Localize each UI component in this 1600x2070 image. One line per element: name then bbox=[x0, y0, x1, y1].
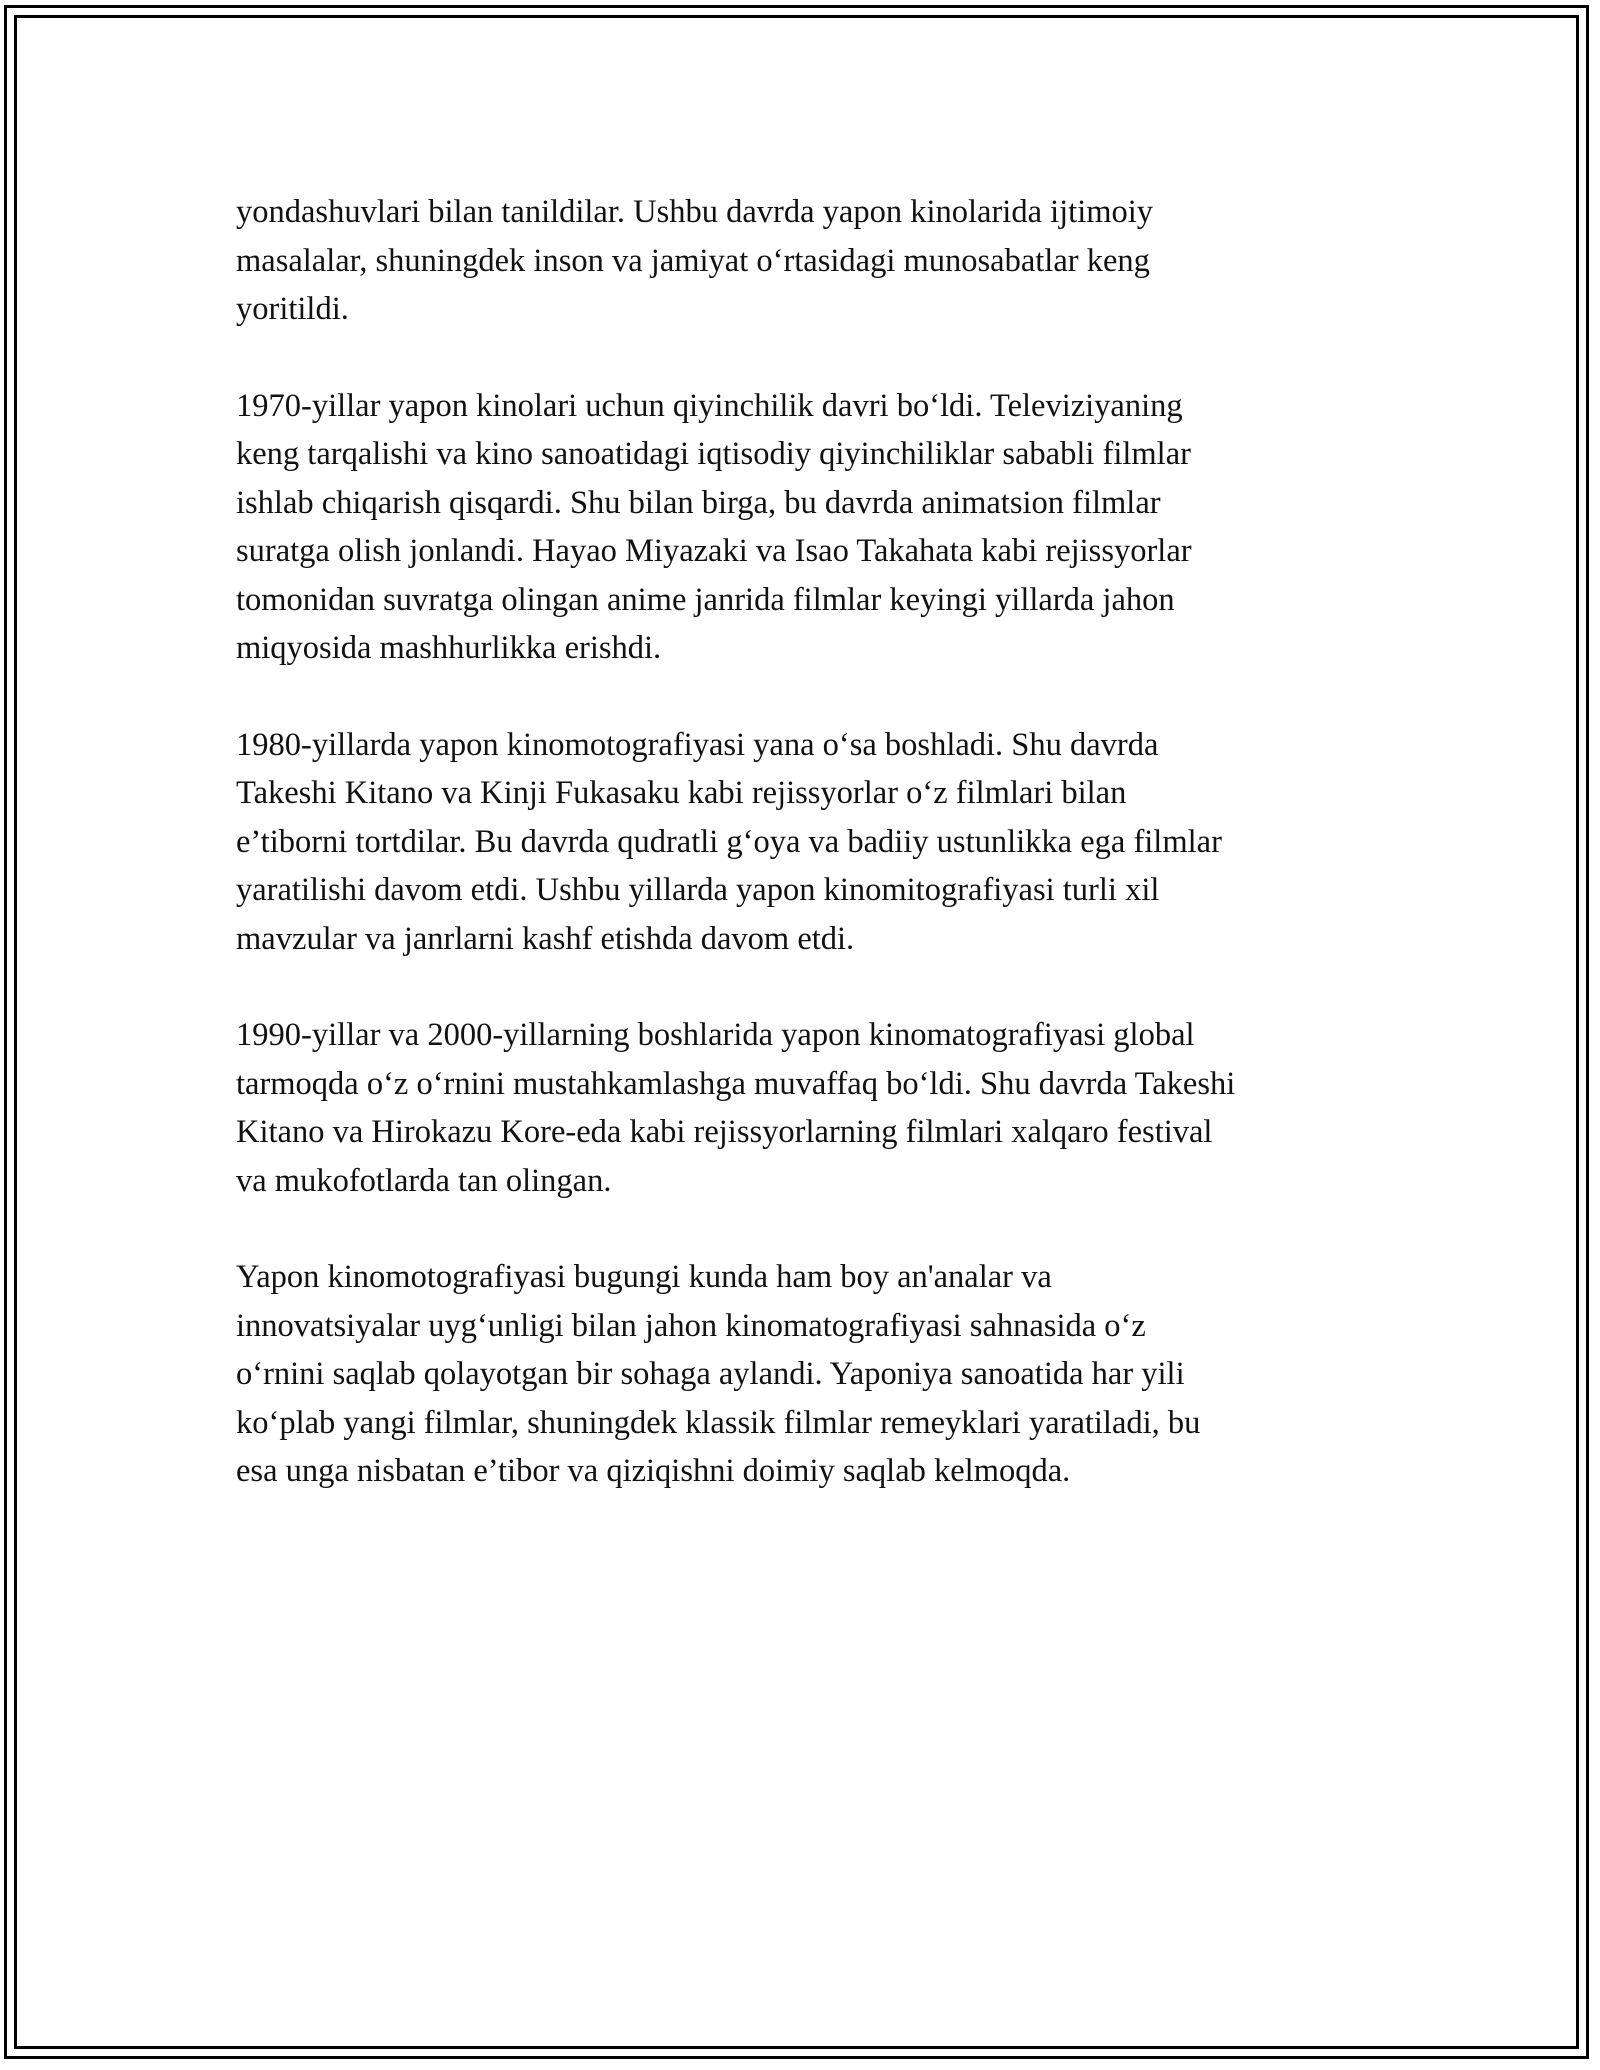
paragraph-1: yondashuvlari bilan tanildilar. Ushbu davrda yapon kinolarida ijtimoiy masalalar, shuningdek inson va jamiyat o‘rtasidagi munosabatlar keng yoritildi. bbox=[236, 194, 1154, 327]
paragraph-2: 1970-yillar yapon kinolari uchun qiyinchilik davri bo‘ldi. Televiziyaning keng tarqalishi va kino sanoatidagi iqtisodiy qiyinchiliklar sababli filmlar ishlab chiqarish qisqardi. Shu bilan birga, bu davrda animatsion filmlar suratga olish jonlandi. Hayao Miyazaki va Isao Takahata kabi rejissyorlar tomonidan suvratga olingan anime janrida filmlar keyingi yillarda jahon miqyosida mashhurlikka erishdi. bbox=[236, 387, 1192, 666]
paragraph-5: Yapon kinomotografiyasi bugungi kunda ham boy an'analar va innovatsiyalar uyg‘unligi bilan jahon kinomatografiyasi sahnasida o‘z o‘rnini saqlab qolayotgan bir sohaga aylandi. Yaponiya sanoatida har yili ko‘plab yangi filmlar, shuningdek klassik filmlar remeyklari yaratiladi, bu esa unga nisbatan e’tibor va qiziqishni doimiy saqlab kelmoqda. bbox=[236, 1259, 1201, 1489]
paragraph-3: 1980-yillarda yapon kinomotografiyasi yana o‘sa boshladi. Shu davrda Takeshi Kitano va Kinji Fukasaku kabi rejissyorlar o‘z filmlari bilan e’tiborni tortdilar. Bu davrda qudratli g‘oya va badiiy ustunlikka ega filmlar yaratilishi davom etdi. Ushbu yillarda yapon kinomitografiyasi turli xil mavzular va janrlarni kashf etishda davom etdi. bbox=[236, 726, 1222, 957]
paragraph-4: 1990-yillar va 2000-yillarning boshlarida yapon kinomatografiyasi global tarmoqda o‘z o‘rnini mustahkamlashga muvaffaq bo‘ldi. Shu davrda Takeshi Kitano va Hirokazu Kore-eda kabi rejissyorlarning filmlari xalqaro festival va mukofotlarda tan olingan. bbox=[236, 1017, 1236, 1199]
document-body bbox=[236, 188, 1386, 1544]
